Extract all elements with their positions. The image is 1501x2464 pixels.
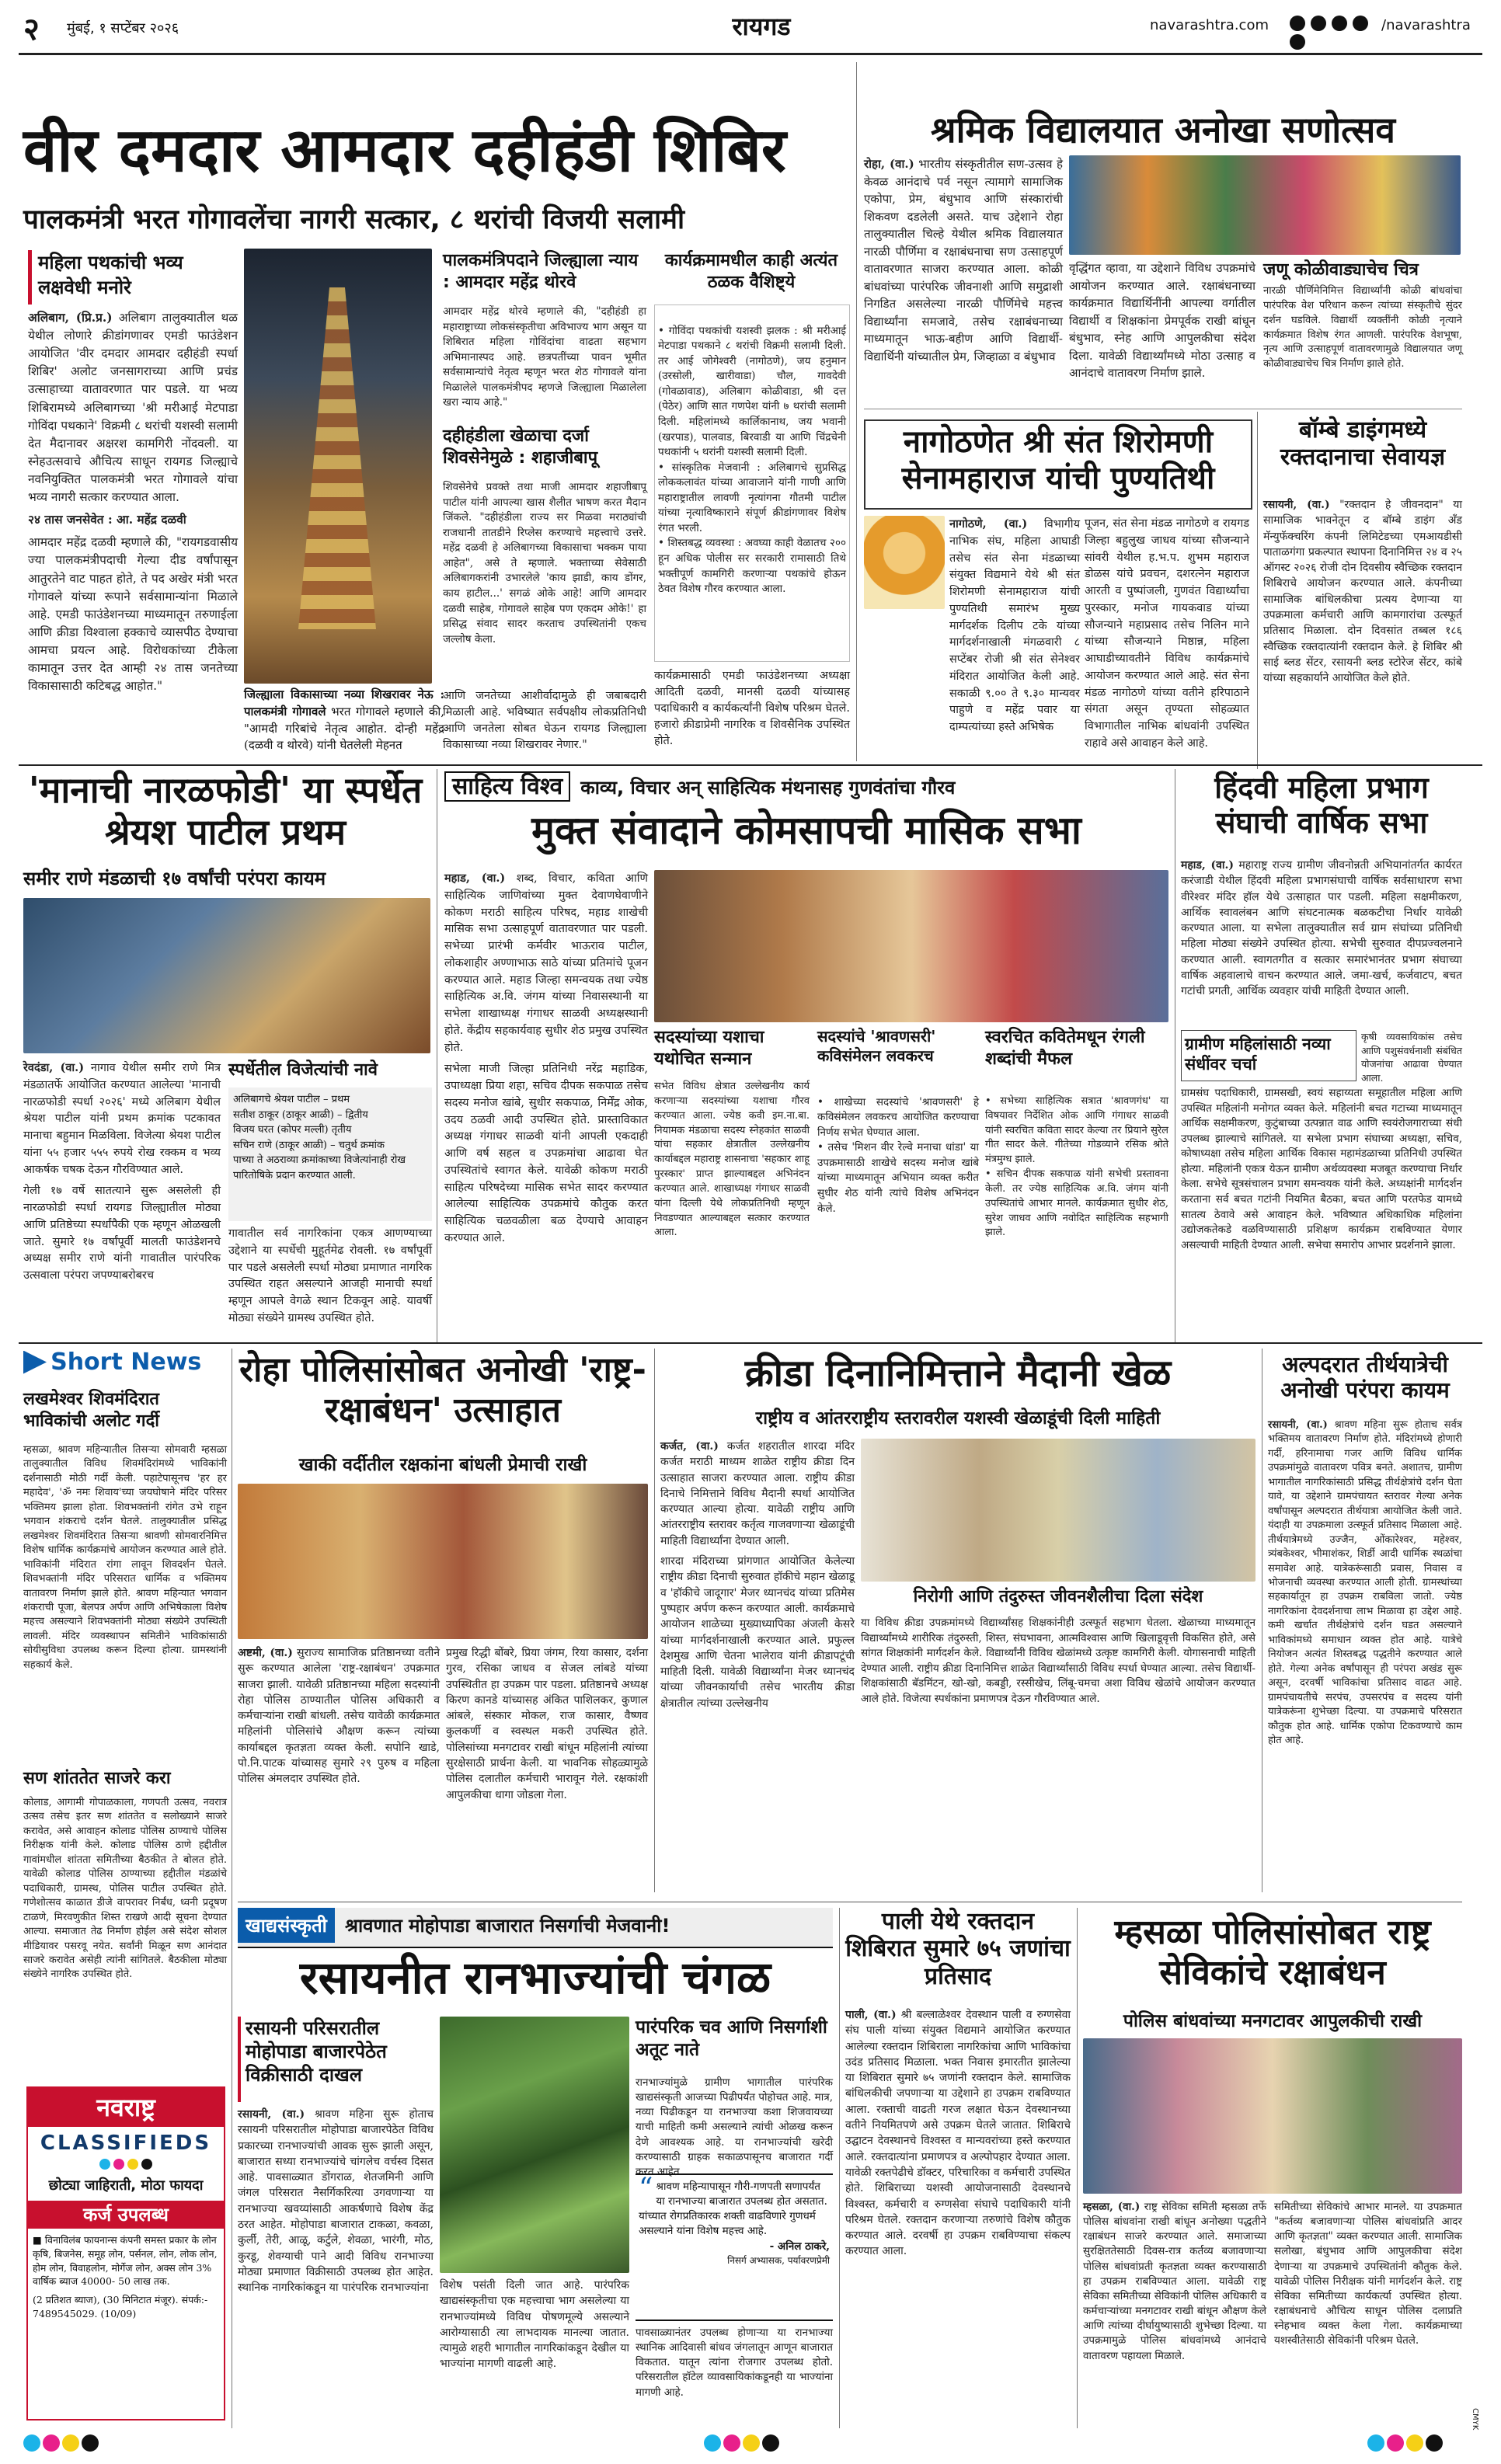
site-url[interactable]: navarashtra.com (1150, 17, 1269, 33)
a11-para-2: विशेष पसंती दिली जात आहे. पारंपरिक खाद्यसंस्कृतीचा एक महत्त्वाचा भाग असलेल्या या रानभाज्यांमध्ये विविध पोषणमूल्ये असल्याने आरोग्यासाठी त्या लाभदायक मानल्या जातात. त्यामुळे शहरी भागातील नागरिकांकडून देखील या भाज्यांना मागणी वाढली आहे. (440, 2279, 629, 2371)
a6-dateline: महाड, (वा.) (444, 872, 506, 885)
divider-a3-a4 (1257, 412, 1258, 769)
a11-sub-title-2: पारंपरिक चव आणि निसर्गाशी अतूट नाते (636, 2017, 827, 2060)
registration-dots-right (1367, 2434, 1461, 2455)
a13-column-1 (1083, 2200, 1266, 2428)
a5-dateline: रेवदंडा, (वा.) (23, 1061, 85, 1074)
a5-winner-5: पाच्या ते अठराव्या क्रमांकाच्या विजेत्यांनाही रोख पारितोषिके प्रदान करण्यात आली. (233, 1154, 406, 1182)
a4-column (1263, 497, 1462, 772)
a9-para-1: कर्जत शहरातील शारदा मंदिर कर्जत मराठी माध्यम शाळेत राष्ट्रीय क्रीडा दिन उत्साहात साजरा करण्यात आला. राष्ट्रीय क्रीडा दिनाचे निमित्ताने विविध मैदानी स्पर्धा आयोजित करण्यात आल्या होत्या. यावेळी राष्ट्रीय आणि आंतरराष्ट्रीय स्तरावर कर्तृत्व गाजवणाऱ्या खेळाडूंची माहिती विद्यार्थ्यांना देण्यात आली. (660, 1440, 855, 1547)
a6-headline-top: काव्य, विचार अन् साहित्यिक मंथनासह गुणवंतांचा गौरव (580, 777, 956, 799)
a11-column-1 (238, 2107, 434, 2428)
shortnews-icon (23, 1351, 47, 1374)
a2-sidebar-para: नारळी पौर्णिमेनिमित्त विद्यार्थ्यांनी कोळी बांधवांचा पारंपरिक वेश परिधान करून त्यांच्या संस्कृतीचे सुंदर दर्शन घडविले. विद्यार्थी व्यक्तींनी कोळी नृत्याने कार्यक्रमात विशेष रंगत आणली. पारंपरिक वेशभूषा, नृत्य आणि उत्साहपूर्ण वातावरणामुळे विद्यालयात जणू कोळीवाड्याचेच चित्र निर्माण झाले होते. (1263, 285, 1462, 371)
a5-column-1 (23, 1060, 221, 1338)
a9-photo-students (861, 1439, 1255, 1582)
a11-dateline: रसायनी, (वा.) (238, 2108, 305, 2121)
a11-para-1: श्रावण महिना सुरू होताच रसायनी परिसरातील मोहोपाडा बाजारपेठेत विविध प्रकारच्या रानभाज्यांची आवक सुरू झाली असून, बाजारात सध्या रानभाज्यांचे चांगलेच वर्चस्व दिसत आहे. पावसाळ्यात डोंगराळ, शेतजमिनी आणि जंगल परिसरात नैसर्गिकरित्या उगवणाऱ्या या रानभाज्या खवय्यांसाठी आकर्षणाचे विशेष केंद्र ठरत आहेत. मोहोपाडा बाजारात टाकळा, कवळा, कुर्ली, तेरी, आळू, कर्टुले, शेवळा, भारंगी, मोठ, कुरडू, शेवग्याची पाने आदी विविध रानभाज्या मोठ्या प्रमाणात विक्रीसाठी उपलब्ध होत आहेत. स्थानिक नागरिकांकडून या पारंपरिक रानभाज्यांना (238, 2108, 434, 2295)
a1-para-1: अलिबाग तालुक्यातील थळ येथील लोणारे क्रीडांगणावर एमडी फाउंडेशन आयोजित 'वीर दमदार आमदार दहीहंडी स्पर्धा शिबिर' अलोट जनसागराच्या आणि प्रचंड उत्साहाच्या वातावरणात पार पडले. या भव्य शिबिरामध्ये अलिबागच्या 'श्री मरीआई मेटपाडा गोविंदा पथकाने' विक्रमी ८ थरांची यशस्वी सलामी देत मैदानावर अक्षरश कामगिरी नोंदवली. या स्नेहउत्सवाचे औचित्य साधून रायगड जिल्ह्याचे नवनियुक्तित पालकमंत्री भरत गोगावले यांचा भव्य नागरी सत्कार करण्यात आला. (28, 311, 238, 505)
social-icons (1290, 16, 1379, 36)
a8-photo-rakshabandhan (238, 1484, 648, 1639)
a1-column-1 (28, 309, 238, 752)
a11-column-2 (440, 2278, 629, 2428)
a1-dateline: अलिबाग, (प्रि.प्र.) (28, 311, 113, 325)
a6-box1-para: सभेत विविध क्षेत्रात उल्लेखनीय कार्य करणाऱ्या सदस्यांच्या यशाचा गौरव करण्यात आला. ज्येष्ठ कवी इम.ना.बा. नियामक मंडळाचा सदस्य स्नेहकांत साळवी यांचा सहकार क्षेत्रातील उल्लेखनीय कार्याबद्दल महाराष्ट्र शासनाचा 'सहकार शाहू पुरस्कार' प्राप्त झाल्याबद्दल अभिनंदन करण्यात आले. शाखाध्यक्ष गंगाधर साळवी यांना दिल्ली येथे लोकप्रतिनिधी म्हणून निवडण्यात आल्याबद्दल सत्कार करण्यात आला. (654, 1081, 810, 1239)
masthead-bar (0, 0, 1501, 51)
a11-kicker-bar (238, 1908, 833, 1948)
a5-para-1: नागाव येथील समीर राणे मित्र मंडळातर्फे आयोजित करण्यात आलेल्या 'मानाची नारळफोडी स्पर्धा २०२६' मध्ये अलिबाग येथील श्रेयश पाटील यांनी प्रथम क्रमांक पटकावत मानाचा बहुमान मिळविला. विजेत्या श्रेयश पाटील यांना ५५ हजार ५५५ रुपये रोख रक्कम व भव्य आकर्षक चषक देऊन गौरविण्यात आले. (23, 1062, 221, 1176)
a6-box1 (654, 1080, 810, 1333)
a6-box2-title: सदस्यांचे 'श्रावणसरी' कविसंमेलन लवकरच (817, 1027, 936, 1065)
a13-photo-police-rakhi (1083, 2038, 1462, 2194)
a3-para-1: विभागीय नाभिक संघ, महिला आघाडी तसेच संत सेना मंडळाच्या संयुक्त विद्यमाने येथे श्री संत शिरोमणी सेनामहाराज यांची पुण्यतिथी समारंभ मुख्य मार्गदर्शक दिलीप टके यांच्या मार्गदर्शनाखाली मंगळवारी ८ सप्टेंबर रोजी श्री संत सेनेश्वर मंदिरात आयोजित केली आहे. सकाळी ९.०० ते ९.३० मान्यवर पाहुणे व महेंद्र पवार या दाम्पत्यांच्या हस्ते अभिषेक (949, 518, 1080, 733)
a3-column-1 (949, 516, 1080, 772)
header-rule (19, 53, 1482, 55)
a3-photo-sant-sena-maharaj (864, 516, 945, 609)
edition-date: मुंबई, १ सप्टेंबर २०२६ (67, 20, 179, 37)
a5-winners-list (228, 1088, 432, 1221)
classifieds-section: कर्ज उपलब्ध (28, 2201, 224, 2229)
a8-para-2: प्रमुख रिद्धी बोंबरे, प्रिया जंगम, रिया कासार, दर्शना गुरव, रसिका जाधव व सेजल लांबडे यांच्या उपस्थितीत हा उपक्रम पार पडला. प्रतिष्ठानचे अध्यक्ष किरण कानडे यांच्यासह अंकित पाशिलकर, कुणाल आंबले, संस्कार मोकल, राज कासार, वैष्णव कुलकर्णी व स्वस्थल मकरी उपस्थित होते. पोलिसांच्या मनगटावर राखी बांधून महिलांनी त्यांच्या सुरक्षेसाठी प्रार्थना केली. या भावनिक सोहळ्यामुळे पोलिस दलातील कर्मचारी भारावून गेले. रक्षकांशी आपुलकीचा धागा जोडला गेला. (446, 1647, 648, 1801)
a1-photo-caption (244, 687, 444, 757)
divider-row-2 (19, 1342, 1482, 1344)
a11-kicker: खाद्यसंस्कृती (238, 1908, 335, 1943)
a1-column-3b (654, 668, 850, 757)
shortnews-item2-title: सण शांततेत साजरे करा (23, 1769, 171, 1788)
a2-headline: श्रमिक विद्यालयात अनोखा सणोत्सव (931, 109, 1395, 151)
a10-column (1268, 1418, 1462, 1895)
a1-box-title: महिला पथकांची भव्य लक्षवेधी मनोरे (28, 250, 236, 305)
a2-sidebar (1263, 284, 1462, 402)
a1-col3-para: • गोविंदा पथकांची यशस्वी झलक : श्री मरीआई मेटपाडा पथकाने ८ थरांची विक्रमी सलामी दिली. तर आई जोगेश्वरी (नागोठणे), जय हनुमान (उरसोली, खारीवाडा) चौल, गावदेवी (गोवळावाड), अलिबाग कोळीवाडा, श्री दत्त (पेठेर) आणि सात गणपेश यांनी ७ थरांची सलामी दिली. महिलांमध्ये कार्लिकानाथ, जय भवानी (खरपाड), पालवाड, बिरवाडी या आणि चिंद्रचेनी पथकांनी ५ थरांनी यशस्वी सलामी दिली. • सांस्कृतिक मेजवानी : अलिबागचे सुप्रसिद्ध लोककलावंत यांच्या आवाजाने यांनी गाणी आणि महाराष्ट्रातील लावणी नृत्यांगना गौतमी पाटील यांच्या नृत्याविष्काराने संपूर्ण क्रीडांगणावर विशेष रंगत भरली. • शिस्तबद्ध व्यवस्था : अवघ्या काही वेळातच २०० हून अधिक पोलीस सर सरकारी रामासाठी तिथे भक्तीपूर्ण कामगिरी करणाऱ्या पथकांचे होऊन ठेवत विशेष गौरव करण्यात आला. (658, 324, 846, 596)
a2-photo-students-festival (1069, 155, 1461, 255)
divider-row-1 (19, 764, 1482, 766)
a11-headline: रसायनीत रानभाज्यांची चंगळ (299, 1951, 771, 2004)
classifieds-brand: नवराष्ट्र (28, 2088, 224, 2127)
divider-a12-a13 (1077, 1908, 1078, 2428)
a3-dateline: नागोठणे, (वा.) (949, 517, 1028, 531)
a13-column-2 (1274, 2200, 1462, 2428)
classifieds-tagline: छोट्या जाहिराती, मोठा फायदा (48, 2177, 204, 2194)
a1-column-2 (443, 305, 646, 421)
a9-para-2: शारदा मंदिराच्या प्रांगणात आयोजित केलेल्या राष्ट्रीय क्रीडा दिनाची सुरुवात हॉकीचे महान खेळाडू व 'हॉकीचे जादूगार' मेजर ध्यानचंद यांच्या प्रतिमेस पुष्पहार अर्पण करून करण्यात आली. कार्यक्रमाचे आयोजन शाळेच्या मुख्याध्यापिका अंजली केसरे यांच्या मार्गदर्शनाखाली करण्यात आले. प्रफुल्ल देशमुख आणि चेतना भालेराव यांनी क्रीडापटूंची माहिती दिली. यावेळी विद्यार्थ्यांना मेजर ध्यानचंद यांच्या जीवनकार्याची तसेच भारतीय क्रीडा क्षेत्रातील त्यांच्या उल्लेखनीय (660, 1555, 855, 1710)
a12-column (845, 2007, 1071, 2428)
classifieds-box (26, 2086, 225, 2420)
facebook-icon[interactable] (1290, 16, 1305, 31)
a11-quote-box (636, 2173, 833, 2321)
shortnews-item1-title: लखमेश्वर शिवमंदिरात भाविकांची अलोट गर्दी (23, 1390, 159, 1431)
cmyk-code: CMYK (1471, 2408, 1479, 2431)
a1-col3-title: कार्यक्रमामधील काही अत्यंत ठळक वैशिष्ट्ये (664, 251, 838, 292)
a9-subhead: राष्ट्रीय व आंतरराष्ट्रीय स्तरावरील यशस्वी खेळाडूंची दिली माहिती (755, 1408, 1161, 1429)
a5-winner-2: सतीश ठाकूर (ठाकूर आळी) – द्वितीय (233, 1108, 368, 1121)
a2-para-2: वृद्धिंगत व्हावा, या उद्देशाने विविध उपक्रमांचे आयोजन करण्यात आले. रक्षाबंधनाच्या कार्यक्रमात विद्यार्थिनींनी आपल्या वर्गातील विद्यार्थी व शिक्षकांना प्रेमपूर्वक राखी बांधून बंधुभाव, स्नेह आणि आपुलकीचा संदेश दिला. यावेळी विद्यार्थ्यांमध्ये मोठा उत्साह व आनंदाचे वातावरण निर्माण झाले. (1069, 261, 1255, 380)
a6-box3 (985, 1080, 1168, 1333)
a6-headline: मुक्त संवादाने कोमसापची मासिक सभा (531, 808, 1081, 853)
a5-subhead: समीर राणे मंडळाची १७ वर्षांची परंपरा कायम (23, 868, 326, 889)
a6-box1-title: सदस्यांच्या यशाचा यथोचित सन्मान (654, 1028, 764, 1069)
a1-col2-para-3: आणि जनतेच्या आशीर्वादामुळे ही जबाबदारी मिळाली आहे. भविष्यात सर्वपक्षीय लोकप्रतिनिधी आणि जनतेला सोबत घेऊन रायगड जिल्ह्याला विकासाच्या नव्या शिखरावर नेणार." (443, 690, 646, 752)
page-number: २ (23, 11, 40, 47)
a1-headline: वीर दमदार आमदार दहीहंडी शिबिर (23, 116, 786, 186)
classifieds-dots (28, 2158, 224, 2173)
a9-column-2 (861, 1616, 1255, 1895)
shortnews-item2-para: कोलाड, आगामी गोपाळकाला, गणपती उत्सव, नवरात्र उत्सव तसेच इतर सण शांततेत व सलोख्याने साजरे करावेत, असे आवाहन कोलाड पोलिस ठाण्याचे पोलिस निरीक्षक यांनी केले. कोलाड पोलिस ठाणे हद्दीतील गावांमधील शांतता समितीच्या बैठकीत ते बोलत होते. यावेळी कोलाड पोलिस ठाण्याच्या हद्दीतील मंडळांचे पदाधिकारी, ग्रामस्थ, पोलिस पाटील उपस्थित होते. गणेशोत्सव काळात डीजे वापरावर निर्बंध, ध्वनी प्रदूषण टाळणे, मिरवणुकीत शिस्त राखणे आदी सूचना देण्यात आल्या. समाजात तेढ निर्माण होईल असे संदेश सोशल मीडियावर पसरवू नयेत. सर्वांनी मिळून सण आनंदात साजरे करावेत असेही त्यांनी सांगितले. बैठकीला मोठ्या संख्येने नागरिक उपस्थित होते. (23, 1797, 227, 1981)
a8-headline: रोहा पोलिसांसोबत अनोखी 'राष्ट्र-रक्षाबंधन' उत्साहात (239, 1350, 646, 1430)
a4-para-1: "रक्तदान हे जीवनदान" या सामाजिक भावनेतून द बॉम्बे डाइंग अँड मॅन्युफॅक्चरिंग कंपनी लिमिटेडच्या एमआयडीसी पाताळगंगा प्रकल्पात स्थापना दिनानिमित्त २४ व २५ ऑगस्ट २०२६ रोजी दोन दिवसीय स्वैच्छिक रक्तदान शिबिराचे आयोजन करण्यात आले. कंपनीच्या सामाजिक बांधिलकीचा प्रत्यय देणाऱ्या या उपक्रमाला कर्मचारी आणि कामगारांचा उत्स्फूर्त प्रतिसाद मिळाला. दोन दिवसांत तब्बल १८६ स्वैच्छिक रक्तदात्यांनी रक्तदान केले. हे शिबिर श्री साई ब्लड सेंटर, रसायनी ब्लड स्टोरेज सेंटर, कांबे यांच्या सहकार्याने आयोजित केले होते. (1263, 499, 1462, 685)
section-name: रायगड (732, 12, 791, 41)
a5-column-2 (228, 1226, 432, 1338)
a1-column-3 (654, 305, 850, 662)
a6-kicker-bar (444, 769, 1168, 805)
a2-para-1: भारतीय संस्कृतीतील सण-उत्सव हे केवळ आनंदाचे पर्व नसून त्यामागे सामाजिक एकोपा, प्रेम, बंधुभाव आणि संस्कारांची शिकवण दडलेली असते. याच उद्देशाने रोहा तालुक्यातील चिल्हे येथील श्रमिक विद्यालयात नारळी पौर्णिमा व रक्षाबंधनाचा सण उत्साहपूर्ण वातावरणात साजरा करण्यात आला. कोळी बांधवांच्या पारंपरिक जीवनाशी आणि समुद्राशी निगडित असलेल्या नारळी पौर्णिमेचे महत्त्व विद्यार्थ्यांना समजावे, तसेच रक्षाबंधनाच्या माध्यमातून भाऊ-बहीण आणि विद्यार्थी-विद्यार्थिनी यांच्यातील प्रेम, जिव्हाळा व बंधुभाव (864, 157, 1063, 364)
a7-headline: हिंदवी महिला प्रभाग संघाची वार्षिक सभा (1214, 771, 1429, 840)
a5-winner-4: सचिन राणे (ठाकूर आळी) – चतुर्थ क्रमांक (233, 1139, 385, 1151)
a10-headline: अल्पदरात तीर्थयात्रेची अनोखी परंपरा कायम (1280, 1352, 1450, 1404)
a5-winner-3: विजय घरत (कोपर मल्ली) तृतीय (233, 1124, 352, 1136)
a5-para-2: गेली १७ वर्षे सातत्याने सुरू असलेली ही नारळफोडी स्पर्धा रायगड जिल्ह्यातील मोठ्या आणि प्रतिष्ठेच्या स्पर्धांपैकी एक म्हणून ओळखली जाते. सुमारे १७ वर्षांपूर्वी मालती फाउंडेशनचे अध्यक्ष समीर राणे यांनी गावातील पारंपरिक उत्सवाला परंपरा जपण्याबरोबरच (23, 1185, 221, 1282)
a1-col2-para-2: शिवसेनेचे प्रवक्ते तथा माजी आमदार शहाजीबापू पाटील यांनी आपल्या खास शैलीत भाषण करत मैदान जिंकले. "दहीहंडीला राज्य सर मिळवा मराठ्यांची राजधानी तातडीने रिप्लेस करण्याचे महत्त्वाचे उत्तरे. महेंद्र दळवी हे अलिबागच्या विकासाचा भक्कम पाया आहेत", असे ते म्हणाले. भक्ताच्या सेवेसाठी अलिबागकरांनी उभारलेले 'काय झाडी, काय डोंगर, काय हाटील...' सगळं ओके आहे! आणि आमदार दळवी साहेब, गोगावले साहेब पण एकदम ओके!' हा प्रसिद्ध संवाद सादर करताच उपस्थितांनी एकच जल्लोष केला. (443, 481, 646, 646)
a1-photo-caption-text: भरत गोगावले म्हणाले की, "आमदी गरिबांचे नेतृत्व आहोत. दोन्ही महेंद्र (दळवी व थोरवे) यांनी घेतलेली मेहनत (244, 704, 445, 753)
a11-sub-title: रसायनी परिसरातील मोहोपाडा बाजारपेठेत विक्रीसाठी दाखल (238, 2017, 434, 2102)
x-icon[interactable] (1311, 16, 1326, 31)
a11-photo-vegetables (440, 2017, 629, 2273)
a6-box2-para: • शाखेच्या सदस्यांचे 'श्रावणसरी' हे कविसंमेलन लवकरच आयोजित करण्याचा निर्णय सभेत घेण्यात आला. • तसेच 'मिशन वीर रेल्वे मनाचा धांडा' या उपक्रमासाठी शाखेचे सदस्य मनोज खांबे यांच्या माध्यमातून अभियान व्यक्त करीत सुधीर शेठ यांनी त्यांचे विशेष अभिनंदन केले. (817, 1095, 979, 1215)
a11-para-3: रानभाज्यांमुळे ग्रामीण भागातील पारंपरिक खाद्यसंस्कृती आजच्या पिढीपर्यंत पोहोचत आहे. मात्र, नव्या पिढीकडून या रानभाज्या कशा शिजवायच्या याची माहिती कमी असल्याने त्यांची ओळख करून देणे आवश्यक आहे. या रानभाज्यांची खरेदी करण्यासाठी ग्राहक सकाळपासूनच बाजारात गर्दी करत आहेत. (636, 2076, 833, 2178)
a13-para-2: समितीच्या सेविकांचे आभार मानले. या उपक्रमात "कर्तव्य बजावणाऱ्या पोलिस बांधवांप्रति आदर आणि कृतज्ञता" व्यक्त करण्यात आली. सामाजिक सलोखा, बंधुभाव आणि आपुलकीचा संदेश देणाऱ्या या उपक्रमाचे उपस्थितांनी कौतुक केले. यावेळी पोलिस निरीक्षक यांनी मार्गदर्शन केले. राष्ट्र सेविका समितीच्या कार्यकर्त्या उपस्थित होत्या. रक्षाबंधनाचे औचित्य साधून पोलिस दलाप्रति स्नेहभाव व्यक्त केला गेला. कार्यक्रमाच्या यशस्वीतेसाठी सेविकांनी परिश्रम घेतले. (1274, 2201, 1462, 2347)
a7-para-2: कृषी व्यवसायिकांस तसेच आणि पशुसंवर्धनाशी संबंधित योजनांचा आढावा घेण्यात आला. (1361, 1031, 1462, 1084)
a6-box2 (817, 1080, 979, 1333)
a11-column-4 (636, 2326, 833, 2428)
a7-para-1: महाराष्ट्र राज्य ग्रामीण जीवनोन्नती अभियानांतर्गत कार्यरत करंजाडी येथील हिंदवी महिला प्रभागसंघाची वार्षिक सर्वसाधारण सभा वीरेश्वर मंदिर हॉल येथे उत्साहात पार पडली. महिला सक्षमीकरण, आर्थिक स्वावलंबन आणि संघटनात्मक बळकटीचा निर्धार यावेळी करण्यात आला. या सभेला तालुक्यातील सर्व ग्राम संघांच्या प्रतिनिधी महिला मोठ्या संख्येने उपस्थित होत्या. सभेची सुरुवात दीपप्रज्वलनाने करण्यात आली. स्वागतगीत व सत्कार समारंभानंतर प्रभाग संघाच्या वार्षिक अहवालाचे वाचन करण्यात आले. जमा-खर्च, कर्जवाटप, बचत गटांची प्रगती, आर्थिक व्यवहार यांची माहिती देण्यात आली. (1181, 859, 1462, 998)
divider-a1-a2 (856, 62, 857, 761)
a1-column-2c (443, 688, 646, 757)
a7-dateline: महाड, (वा.) (1181, 859, 1235, 872)
a8-subhead: खाकी वर्दीतील रक्षकांना बांधली प्रेमाची राखी (298, 1455, 587, 1475)
youtube-icon[interactable] (1353, 16, 1368, 31)
a4-dateline: रसायनी, (वा.) (1263, 499, 1330, 511)
a6-box3-para: • सभेच्या साहित्यिक सत्रात 'श्रावणगंध' या विषयावर निर्देशित ओक आणि गंगाधर साळवी यांनी स्वरचित कविता सादर केल्या तर प्रियाने सुरेल गीत सादर केले. गीतेच्या गोडव्याने रसिक श्रोते मंत्रमुग्ध झाले. • सचिन दीपक सकपाळ यांनी सभेची प्रस्तावना केली. तर ज्येष्ठ साहित्यिक अ.वि. जंगम यांनी उपस्थितांचे आभार मानले. कार्यक्रमात सुधीर शेठ, सुरेश जाधव आणि नवोदित साहित्यिक सहभागी झाले. (985, 1095, 1168, 1239)
a7-column-1b (1361, 1030, 1462, 1084)
a13-headline: म्हसळा पोलिसांसोबत राष्ट्र सेविकांचे रक्षाबंधन (1114, 1912, 1431, 1992)
a11-column-3 (636, 2076, 833, 2178)
a7-column-2 (1181, 1086, 1462, 1335)
a8-dateline: अष्टमी, (वा.) (238, 1647, 293, 1659)
classifieds-phone[interactable]: (2 प्रतिशत ब्याज), (30 मिनिटात मंजूर). संपर्क:- 7489545029. (10/09) (33, 2294, 208, 2320)
a9-headline: क्रीडा दिनानिमित्ताने मैदानी खेळ (744, 1352, 1172, 1395)
a5-headline: 'मानाची नारळफोडी' या स्पर्धेत श्रेयश पाटील प्रथम (28, 769, 423, 854)
a8-para-1: सुराज्य सामाजिक प्रतिष्ठानच्या वतीने सुरू करण्यात आलेला 'राष्ट्र-रक्षाबंधन' उपक्रमात साजरा झाली. यावेळी प्रतिष्ठानच्या महिला सदस्यांनी रोहा पोलिस ठाण्यातील पोलिस अधिकारी व कर्मचाऱ्यांना राखी बांधली. तसेच यावेळी कार्यक्रमात महिलांनी पोलिसांचे औक्षण करून त्यांच्या कार्याबद्दल कृतज्ञता व्यक्त केली. सपोनि खाडे, पो.नि.पाटक यांच्यासह सुमारे २९ पुरुष व महिला पोलिस अंमलदार उपस्थित होते. (238, 1647, 440, 1786)
a3-para-2: पूजन, संत सेना मंडळ नागोठणे व रायगड जिल्हा बहुलुख जाधव यांच्या सौजन्याने सांवरी येथील ह.भ.प. शुभम महाराज डोळस यांचे प्रवचन, दशरत्नेन महाराज आरती व पुष्पांजली, गुणवंत विद्यार्थ्यांचा पुरस्कार, मनोज गायकवाड यांच्या सौजन्याने महाप्रसाद तसेच निलिन माने यांच्या सौजन्याने मिष्ठान्न, महिला आघाडीच्यावतीने विविध कार्यक्रमांचे आयोजन करण्यात आले आहे. संत सेना मंडळ नागोठणे यांच्या वतीने हरिपाठाने संगता असून तृण्यता सोहळ्यात विभागातील नाभिक बांधवांनी उपस्थित राहावे असे आवाहन केले आहे. (1085, 517, 1249, 750)
a11-quote-icon: “ (639, 2173, 653, 2205)
a3-column-2 (1085, 516, 1249, 772)
a9-column-1 (660, 1439, 855, 1749)
a9-dateline: कर्जत, (वा.) (660, 1440, 719, 1453)
a1-col2-para: आमदार महेंद्र थोरवे म्हणाले की, "दहीहंडी हा महाराष्ट्राच्या लोकसंस्कृतीचा अविभाज्य भाग असून या शिबिरात महिला गोविंदांचा वाढता सहभाग अभिमानास्पद आहे. छत्रपतींच्या पावन भूमीत सर्वसामान्यांचे नेतृत्व म्हणून भरत शेठ गोगावले यांना मिळालेले पालकमंत्रीपद म्हणजे जिल्ह्याला मिळालेला खरा न्याय आहे." (443, 305, 646, 409)
shortnews-header (23, 1349, 225, 1387)
a6-column-1 (444, 870, 648, 1333)
a1-para-2: आमदार महेंद्र दळवी म्हणाले की, "रायगडवासीय ज्या पालकमंत्रीपदाची गेल्या दीड वर्षांपासून आतुरतेने वाट पाहत होते, ते पद अखेर मंत्री भरत गोगावले यांच्या रूपाने सर्वसामान्यांना मिळाले आहे. एमडी फाउंडेशनच्या माध्यमातून तरुणाईला आणि क्रीडा विश्वाला हक्काचे व्यासपीठ देण्याचा आमचा प्रयत्न आहे. विरोधकांच्या टीकेला कामातून उत्तर देत आम्ही २४ तास जनतेच्या विकासासाठी कटिबद्ध आहोत." (28, 535, 238, 694)
a2-column-1 (864, 155, 1063, 404)
divider-a8-a9 (654, 1349, 655, 1892)
a10-para-1: श्रावण महिना सुरू होताच सर्वत्र भक्तिमय वातावरण निर्माण होते. मंदिरांमध्ये होणारी गर्दी, हरिनामाचा गजर आणि विविध धार्मिक उपक्रमांमुळे वातावरण पवित्र बनते. अशातच, ग्रामीण भागातील नागरिकांसाठी प्रसिद्ध तीर्थक्षेत्रांचे दर्शन घेता यावे, या उद्देशाने ग्रामपंचायत स्तरावर गेल्या अनेक वर्षांपासून अल्पदरात तीर्थयात्रा आयोजित केली जाते. यंदाही या उपक्रमाला उत्स्फूर्त प्रतिसाद मिळाला आहे. तीर्थयात्रेमध्ये उज्जैन, ओंकारेश्वर, महेश्वर, त्र्यंबकेश्वर, भीमाशंकर, शिर्डी आदी धार्मिक स्थळांचा समावेश आहे. यात्रेकरूंसाठी प्रवास, निवास व भोजनाची व्यवस्था करण्यात आली होती. ग्रामस्थांच्या सहकार्यातून हा उपक्रम राबविला जातो. ज्येष्ठ नागरिकांना देवदर्शनाचा लाभ मिळावा हा उद्देश आहे. कमी खर्चात तीर्थक्षेत्रांचे दर्शन घडत असल्याने भाविकांमध्ये समाधान व्यक्त होत आहे. यात्रेचे नियोजन अत्यंत शिस्तबद्ध पद्धतीने करण्यात आले होते. गेल्या अनेक वर्षांपासून ही परंपरा अखंड सुरू असून, दरवर्षी भाविकांचा प्रतिसाद वाढत आहे. ग्रामपंचायतीचे सरपंच, उपसरपंच व सदस्य यांनी यात्रेकरूंना शुभेच्छा दिल्या. या उपक्रमाचे परिसरात कौतुक होत आहे. धार्मिक एकोपा टिकवण्याचे काम होत आहे. (1268, 1419, 1462, 1746)
a1-lead-2: २४ तास जनसेवेत : आ. महेंद्र दळवी (28, 513, 186, 527)
a7-column-1 (1181, 858, 1462, 1027)
a2-dateline: रोहा, (वा.) (864, 157, 914, 171)
divider-a11-a12 (839, 1908, 840, 2428)
a6-photo-felicitation (654, 870, 1168, 1022)
a1-photo-dahihandi-pyramid (244, 249, 432, 684)
a7-sub-title: ग्रामीण महिलांसाठी नव्या संधींवर चर्चा (1181, 1030, 1356, 1081)
a11-quote-role: निसर्ग अभ्यासक, पर्यावरणप्रेमी (727, 2254, 830, 2266)
a11-para-4: पावसाळ्यानंतर उपलब्ध होणाऱ्या या रानभाज्या स्थानिक आदिवासी बांधव जंगलातून आणून बाजारात विकतात. यातून त्यांना रोजगार उपलब्ध होतो. परिसरातील हॉटेल व्यावसायिकांकडूनही या भाज्यांना मागणी आहे. (636, 2327, 833, 2399)
a11-kicker-title: श्रावणात मोहोपाडा बाजारात निसर्गाची मेजवानी! (344, 1915, 670, 1937)
a1-col2-title: पालकमंत्रिपदाने जिल्ह्याला न्याय : आमदार महेंद्र थोरवे (443, 251, 639, 292)
a1-photo-caption-lead: जिल्ह्याला विकासाच्या नव्या शिखरावर नेऊ : पालकमंत्री गोगावले (244, 687, 444, 719)
a1-column-2b (443, 480, 646, 684)
a6-para-2: सभेला माजी जिल्हा प्रतिनिधी नरेंद्र महाडिक, उपाध्यक्षा प्रिया शहा, सचिव दीपक सकपाळ तसेच सदस्य मनोज खांबे, सुधीर सकपाळ, निर्मेंद्र ओक, उदय ठळवी आदी उपस्थित होते. प्रास्ताविकात अध्यक्ष गंगाधर साळवी यांनी आपली एकदाही आणि वर्ष सहल व उपक्रमांचा आढावा घेत उपस्थितांचे स्वागत केले. यावेळी कोकण मराठी साहित्य परिषदेच्या मासिक सभेत सादर करण्यात आलेल्या साहित्यिक उपक्रमांचे कौतुक करत साहित्यिक चळवळीला बळ देण्याचे आवाहन करण्यात आले. (444, 1063, 648, 1244)
registration-dots-left (23, 2434, 117, 2455)
shortnews-item1-para: म्हसळा, श्रावण महिन्यातील तिसऱ्या सोमवारी म्हसळा तालुक्यातील विविध शिवमंदिरांमध्ये भाविकांनी दर्शनासाठी मोठी गर्दी केली. पहाटेपासूनच 'हर हर महादेव', 'ॐ नमः शिवाय'च्या जयघोषाने मंदिर परिसर भक्तिमय झाला होता. शिवभक्तांनी रांगेत उभे राहून भगवान शंकराचे दर्शन घेतले. तालुक्यातील प्रसिद्ध लखमेश्वर शिवमंदिरात तिसऱ्या श्रावणी सोमवारनिमित्त विशेष धार्मिक कार्यक्रमांचे आयोजन करण्यात आले होते. भाविकांनी मंदिरात रांगा लावून शिवदर्शन घेतले. शिवभक्तांनी मंदिर परिसरात धार्मिक व भक्तिमय वातावरण निर्माण झाले होते. श्रावण महिन्यात भगवान शंकराची पूजा, बेलपत्र अर्पण आणि अभिषेकाला विशेष महत्त्व असल्याने शिवभक्तांनी मोठ्या संख्येने उपस्थिती लावली. मंदिर व्यवस्थापन समितीने भाविकांसाठी सोयीसुविधा उपलब्ध करून दिल्या होत्या. ग्रामस्थांनी सहकार्य केले. (23, 1444, 227, 1671)
registration-dots-center (704, 2434, 797, 2455)
a7-para-3: ग्रामसंघ पदाधिकारी, ग्रामसखी, स्वयं सहाय्यता समूहातील महिला आणि उपस्थित महिलांनी मनोगत व्यक्त केले. महिलांनी बचत गटाच्या माध्यमातून आर्थिक सक्षमीकरण, कुटुंबाच्या उत्पन्नात वाढ आणि स्वयंरोजगाराच्या संधी उपलब्ध झाल्याचे सांगितले. या सभेला प्रभाग संघाच्या अध्यक्षा, सचिव, कोषाध्यक्षा तसेच महिला आर्थिक विकास महामंडळाच्या प्रतिनिधी उपस्थित होत्या. महिलांनी एकत्र येऊन ग्रामीण अर्थव्यवस्था मजबूत करण्याचा निर्धार केला. सभेचे सूत्रसंचालन प्रभाग समन्वयक यांनी केले. अध्यक्षांनी मार्गदर्शन करताना सर्व बचत गटांनी नियमित बैठका, बचत आणि परतफेड यामध्ये सातत्य ठेवावे असे आवाहन केले. भविष्यात अधिकाधिक महिलांना उद्योजकतेकडे वळविण्यासाठी प्रशिक्षण कार्यक्रम राबविण्यात येणार असल्याची माहिती देण्यात आली. सभेचा समारोप आभार प्रदर्शनाने झाला. (1181, 1087, 1462, 1251)
a5-photo-winners (23, 898, 430, 1053)
a6-kicker: साहित्य विश्व (444, 771, 570, 802)
a11-quote-author: - अनिल ठाकरे, (769, 2240, 830, 2253)
a12-para-1: श्री बल्लाळेश्वर देवस्थान पाली व रुग्णसेवा संघ पाली यांच्या संयुक्त विद्यमाने आयोजित करण्यात आलेल्या रक्तदान शिबिराला नागरिकांचा आणि भाविकांचा उदंड प्रतिसाद मिळाला. भक्त निवास इमारतीत झालेल्या या शिबिरात सुमारे ७५ जणांनी रक्तदान केले. सामाजिक बांधिलकीची जपणाऱ्या या उद्देशाने हा उपक्रम राबविण्यात आला. रक्ताची वाढती गरज लक्षात घेऊन देवस्थानच्या वतीने नियमितपणे असे उपक्रम घेतले जातात. शिबिराचे उद्घाटन देवस्थानचे विश्वस्त व मान्यवरांच्या हस्ते करण्यात आले. रक्तदात्यांना प्रमाणपत्र व अल्पोपहार देण्यात आला. यावेळी रक्तपेढीचे डॉक्टर, परिचारिका व कर्मचारी उपस्थित होते. शिबिराच्या यशस्वी आयोजनासाठी देवस्थानचे विश्वस्त, कर्मचारी व रुग्णसेवा संघाचे पदाधिकारी यांनी परिश्रम घेतले. रक्तदान करणाऱ्या तरुणांचे विशेष कौतुक करण्यात आले. दरवर्षी हा उपक्रम राबविण्याचा संकल्प करण्यात आला. (845, 2009, 1071, 2258)
a9-para-3: या विविध क्रीडा उपक्रमांमध्ये विद्यार्थ्यांसह शिक्षकांनीही उत्स्फूर्त सहभाग घेतला. खेळाच्या माध्यमातून विद्यार्थ्यांमध्ये शारीरिक तंदुरुस्ती, शिस्त, संघभावना, आत्मविश्वास आणि खिलाडूवृत्ती विकसित होते, असे सांगत शिक्षकांनी मार्गदर्शन केले. विद्यार्थ्यांनी विविध खेळांमध्ये उत्कृष्ट कामगिरी केली. योगासनाची माहिती देण्यात आली. राष्ट्रीय क्रीडा दिनानिमित्त शाळेत विद्यार्थ्यांसाठी विविध स्पर्धा घेण्यात आल्या. तसेच विद्यार्थी-शिक्षकांसाठी बॅडमिंटन, खो-खो, कबड्डी, रस्सीखेच, लिंबू-चमचा अशा विविध खेळांचे आयोजन करण्यात आले होते. विजेत्या स्पर्धकांना प्रमाणपत्र देऊन गौरविण्यात आले. (861, 1617, 1255, 1705)
social-handle[interactable]: /navarashtra (1381, 17, 1471, 33)
a1-col2-title-2: दहीहंडीला खेळाचा दर्जा शिवसेनेमुळे : शहाजीबापू (443, 426, 598, 468)
a10-dateline: रसायनी, (वा.) (1268, 1419, 1328, 1431)
classifieds-ad: ■ विनाविलंब फायनान्स कंपनी समस्त प्रकार के लोन कृषि, बिजनेस, समूह लोन, पर्सनल, लोन, लोक लोन, होम लोन, विवाहलोन, मोर्गेज लोन, अक्स लोन 3% वार्षिक ब्याज 40000- 50 लाख तक. (33, 2234, 218, 2288)
a12-headline: पाली येथे रक्तदान शिबिरात सुमारे ७५ जणांचा प्रतिसाद (845, 1908, 1071, 1990)
shortnews-item2 (23, 1796, 227, 2079)
a1-col3-para-2: कार्यक्रमासाठी एमडी फाउंडेशनच्या अध्यक्षा आदिती दळवी, मानसी दळवी यांच्यासह पदाधिकारी व कार्यकर्त्यांनी विशेष परिश्रम घेतले. हजारो क्रीडाप्रेमी नागरिक व शिवसैनिक उपस्थित होते. (654, 670, 850, 748)
a6-box3-title: स्वरचित कवितेमधून रंगली शब्दांची मैफल (985, 1028, 1145, 1069)
a2-column-2 (1069, 259, 1255, 404)
classifieds-title: CLASSIFIEDS (40, 2132, 212, 2155)
shortnews-item1 (23, 1443, 227, 1762)
instagram-icon[interactable] (1332, 16, 1347, 31)
a3-headline: नागोठणेत श्री संत शिरोमणी सेनामहाराज यांची पुण्यतिथी (864, 419, 1252, 510)
linkedin-icon[interactable] (1290, 34, 1305, 50)
a5-para-3: गावातील सर्व नागरिकांना एकत्र आणण्याच्या उद्देशाने या स्पर्धेची मुहूर्तमेढ रोवली. १७ वर्षांपूर्वी पार पडले असलेली स्पर्धा मोठ्या प्रमाणात नागरिक उपस्थित राहत असल्याने आजही मानाची स्पर्धा म्हणून आपले वेगळे स्थान टिकवून आहे. यावर्षी मोठ्या संख्येने ग्रामस्थ उपस्थित होते. (228, 1227, 432, 1324)
a5-winners-title: स्पर्धेतील विजेत्यांची नावे (228, 1060, 378, 1080)
a2-sidebar-title: जणू कोळीवाड्याचेच चित्र (1263, 260, 1419, 280)
a5-winner-1: अलिबागचे श्रेयश पाटील – प्रथम (233, 1094, 350, 1105)
a13-subhead: पोलिस बांधवांच्या मनगटावर आपुलकीची राखी (1123, 2011, 1423, 2031)
a6-para-1: शब्द, विचार, कविता आणि साहित्यिक जाणिवांच्या मुक्त देवाणघेवाणीने कोकण मराठी साहित्य परिषद, महाड शाखेची मासिक सभा उत्साहपूर्ण वातावरणात पार पडली. सभेच्या प्रारंभी कर्मवीर भाऊराव पाटील, लोकशाहीर अण्णाभाऊ साठे यांच्या प्रतिमांचे पूजन करण्यात आले. महाड जिल्हा समन्वयक तथा ज्येष्ठ साहित्यिक अ.वि. जंगम यांच्या निवासस्थानी या सभेला शाखाध्यक्ष गंगाधर साळवी अध्यक्षस्थानी होते. केंद्रीय सहकार्यवाह सुधीर शेठ प्रमुख उपस्थित होते. (444, 872, 648, 1054)
a13-para-1: राष्ट्र सेविका समिती म्हसळा तर्फे पोलिस बांधवांना राखी बांधून अनोख्या पद्धतीने रक्षाबंधन साजरे करण्यात आले. समाजाच्या सुरक्षिततेसाठी दिवस-रात्र कर्तव्य बजावणाऱ्या पोलिस बांधवांप्रती कृतज्ञता व्यक्त करण्यासाठी हा उपक्रम राबविण्यात आला. यावेळी राष्ट्र सेविका समितीच्या सेविकांनी पोलिस अधिकारी व कर्मचाऱ्यांच्या मनगटावर राखी बांधून औक्षण केले आणि त्यांच्या दीर्घायुष्यासाठी शुभेच्छा दिल्या. या उपक्रमामुळे पोलिस बांधवांमध्ये आनंदाचे वातावरण पहायला मिळाले. (1083, 2201, 1266, 2362)
a9-sub-title: निरोगी आणि तंदुरुस्त जीवनशैलीचा दिला संदेश (913, 1587, 1203, 1606)
a13-dateline: म्हसळा, (वा.) (1083, 2201, 1141, 2213)
shortnews-title: Short News (50, 1349, 202, 1376)
a8-column-1 (238, 1645, 440, 1897)
a8-column-2 (446, 1645, 648, 1897)
a4-headline: बॉम्बे डाइंगमध्ये रक्तदानाचा सेवायज्ञ (1280, 416, 1446, 472)
a12-dateline: पाली, (वा.) (845, 2009, 897, 2021)
a1-subhead: पालकमंत्री भरत गोगावलेंचा नागरी सत्कार, ८ थरांची विजयी सलामी (23, 204, 685, 235)
a11-quote: श्रावण महिन्यापासून गौरी-गणपती सणापर्यंत या रानभाज्या बाजारात उपलब्ध होत असतात. यांच्यात रोगप्रतिकारक शक्ती वाढविणारे गुणधर्म असल्याने यांना विशेष महत्त्व आहे. (639, 2180, 827, 2238)
